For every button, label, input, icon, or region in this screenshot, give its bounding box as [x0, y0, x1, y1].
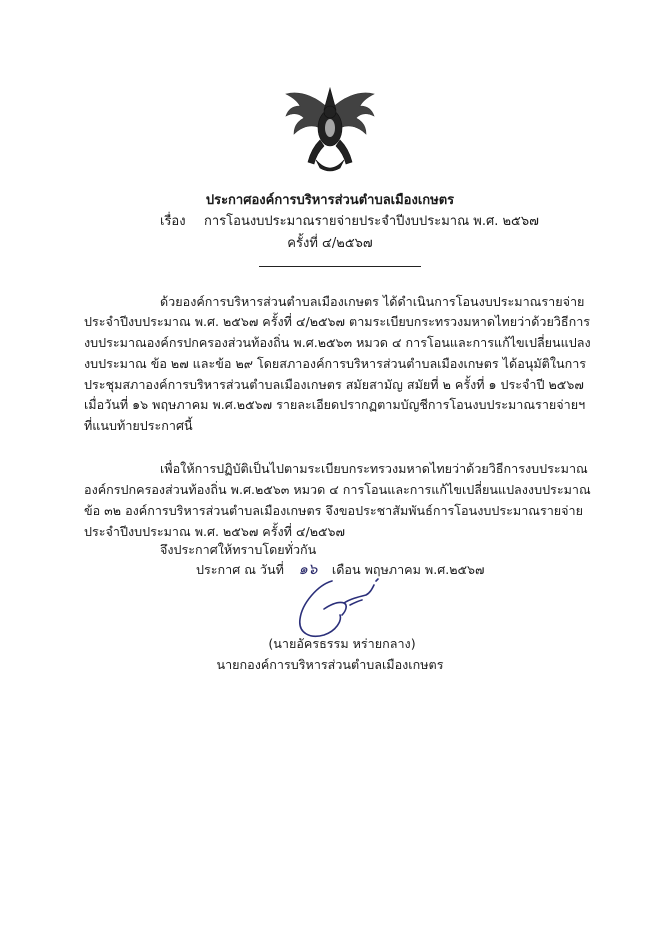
paragraph-line: ข้อ ๓๒ องค์การบริหารส่วนตำบลเมืองเกษตร จึงขอประชาสัมพันธ์การโอนงบประมาณรายจ่าย [84, 503, 584, 518]
document-round: ครั้งที่ ๔/๒๕๖๗ [287, 236, 373, 251]
paragraph-line: ประชุมสภาองค์การบริหารส่วนตำบลเมืองเกษตร สมัยสามัญ สมัยที่ ๒ ครั้งที่ ๑ ประจำปี ๒๕๖๗ [84, 377, 584, 392]
paragraph-line: องค์กรปกครองส่วนท้องถิ่น พ.ศ.๒๕๖๓ หมวด ๔ การโอนและการแก้ไขเปลี่ยนแปลงงบประมาณ [84, 482, 591, 497]
date-prefix: ประกาศ ณ วันที่ [196, 562, 284, 577]
signer-position: นายกองค์การบริหารส่วนตำบลเมืองเกษตร [216, 657, 444, 672]
paragraph-line: ประจำปีงบประมาณ พ.ศ. ๒๕๖๗ ครั้งที่ ๔/๒๕๖๗ [84, 524, 346, 539]
subject-label: เรื่อง [160, 214, 186, 229]
date-day: ๑๖ [298, 560, 318, 578]
signer-name: (นายอัครธรรม หร่ายกลาง) [268, 636, 416, 651]
paragraph-line: เพื่อให้การปฏิบัติเป็นไปตามระเบียบกระทรวงมหาดไทยว่าด้วยวิธีการงบประมาณ [160, 461, 588, 476]
paragraph-line: ที่แนบท้ายประกาศนี้ [84, 418, 193, 433]
paragraph-line: ประจำปีงบประมาณ พ.ศ. ๒๕๖๗ ครั้งที่ ๔/๒๕๖๗ ตามระเบียบกระทรวงมหาดไทยว่าด้วยวิธีการ [84, 314, 591, 329]
paragraph-line: ด้วยองค์การบริหารส่วนตำบลเมืองเกษตร ได้ดำเนินการโอนงบประมาณรายจ่าย [160, 294, 585, 309]
closing-statement: จึงประกาศให้ทราบโดยทั่วกัน [160, 542, 317, 557]
document-subject [160, 210, 539, 231]
paragraph-line: งบประมาณองค์กรปกครองส่วนท้องถิ่น พ.ศ.๒๕๖๓ หมวด ๔ การโอนและการแก้ไขเปลี่ยนแปลง [84, 335, 591, 350]
date-suffix: เดือน พฤษภาคม พ.ศ.๒๕๖๗ [331, 562, 485, 577]
garuda-emblem [280, 80, 380, 176]
divider-line [259, 266, 421, 267]
paragraph-line: งบประมาณ ข้อ ๒๗ และข้อ ๒๙ โดยสภาองค์การบริหารส่วนตำบลเมืองเกษตร ได้อนุมัติในการ [84, 356, 587, 371]
document-title: ประกาศองค์การบริหารส่วนตำบลเมืองเกษตร [205, 193, 455, 208]
paragraph-line: เมื่อวันที่ ๑๖ พฤษภาคม พ.ศ.๒๕๖๗ รายละเอียดปรากฏตามบัญชีการโอนงบประมาณรายจ่ายฯ [84, 397, 586, 412]
subject-text: การโอนงบประมาณรายจ่ายประจำปีงบประมาณ พ.ศ. ๒๕๖๗ [204, 214, 539, 229]
